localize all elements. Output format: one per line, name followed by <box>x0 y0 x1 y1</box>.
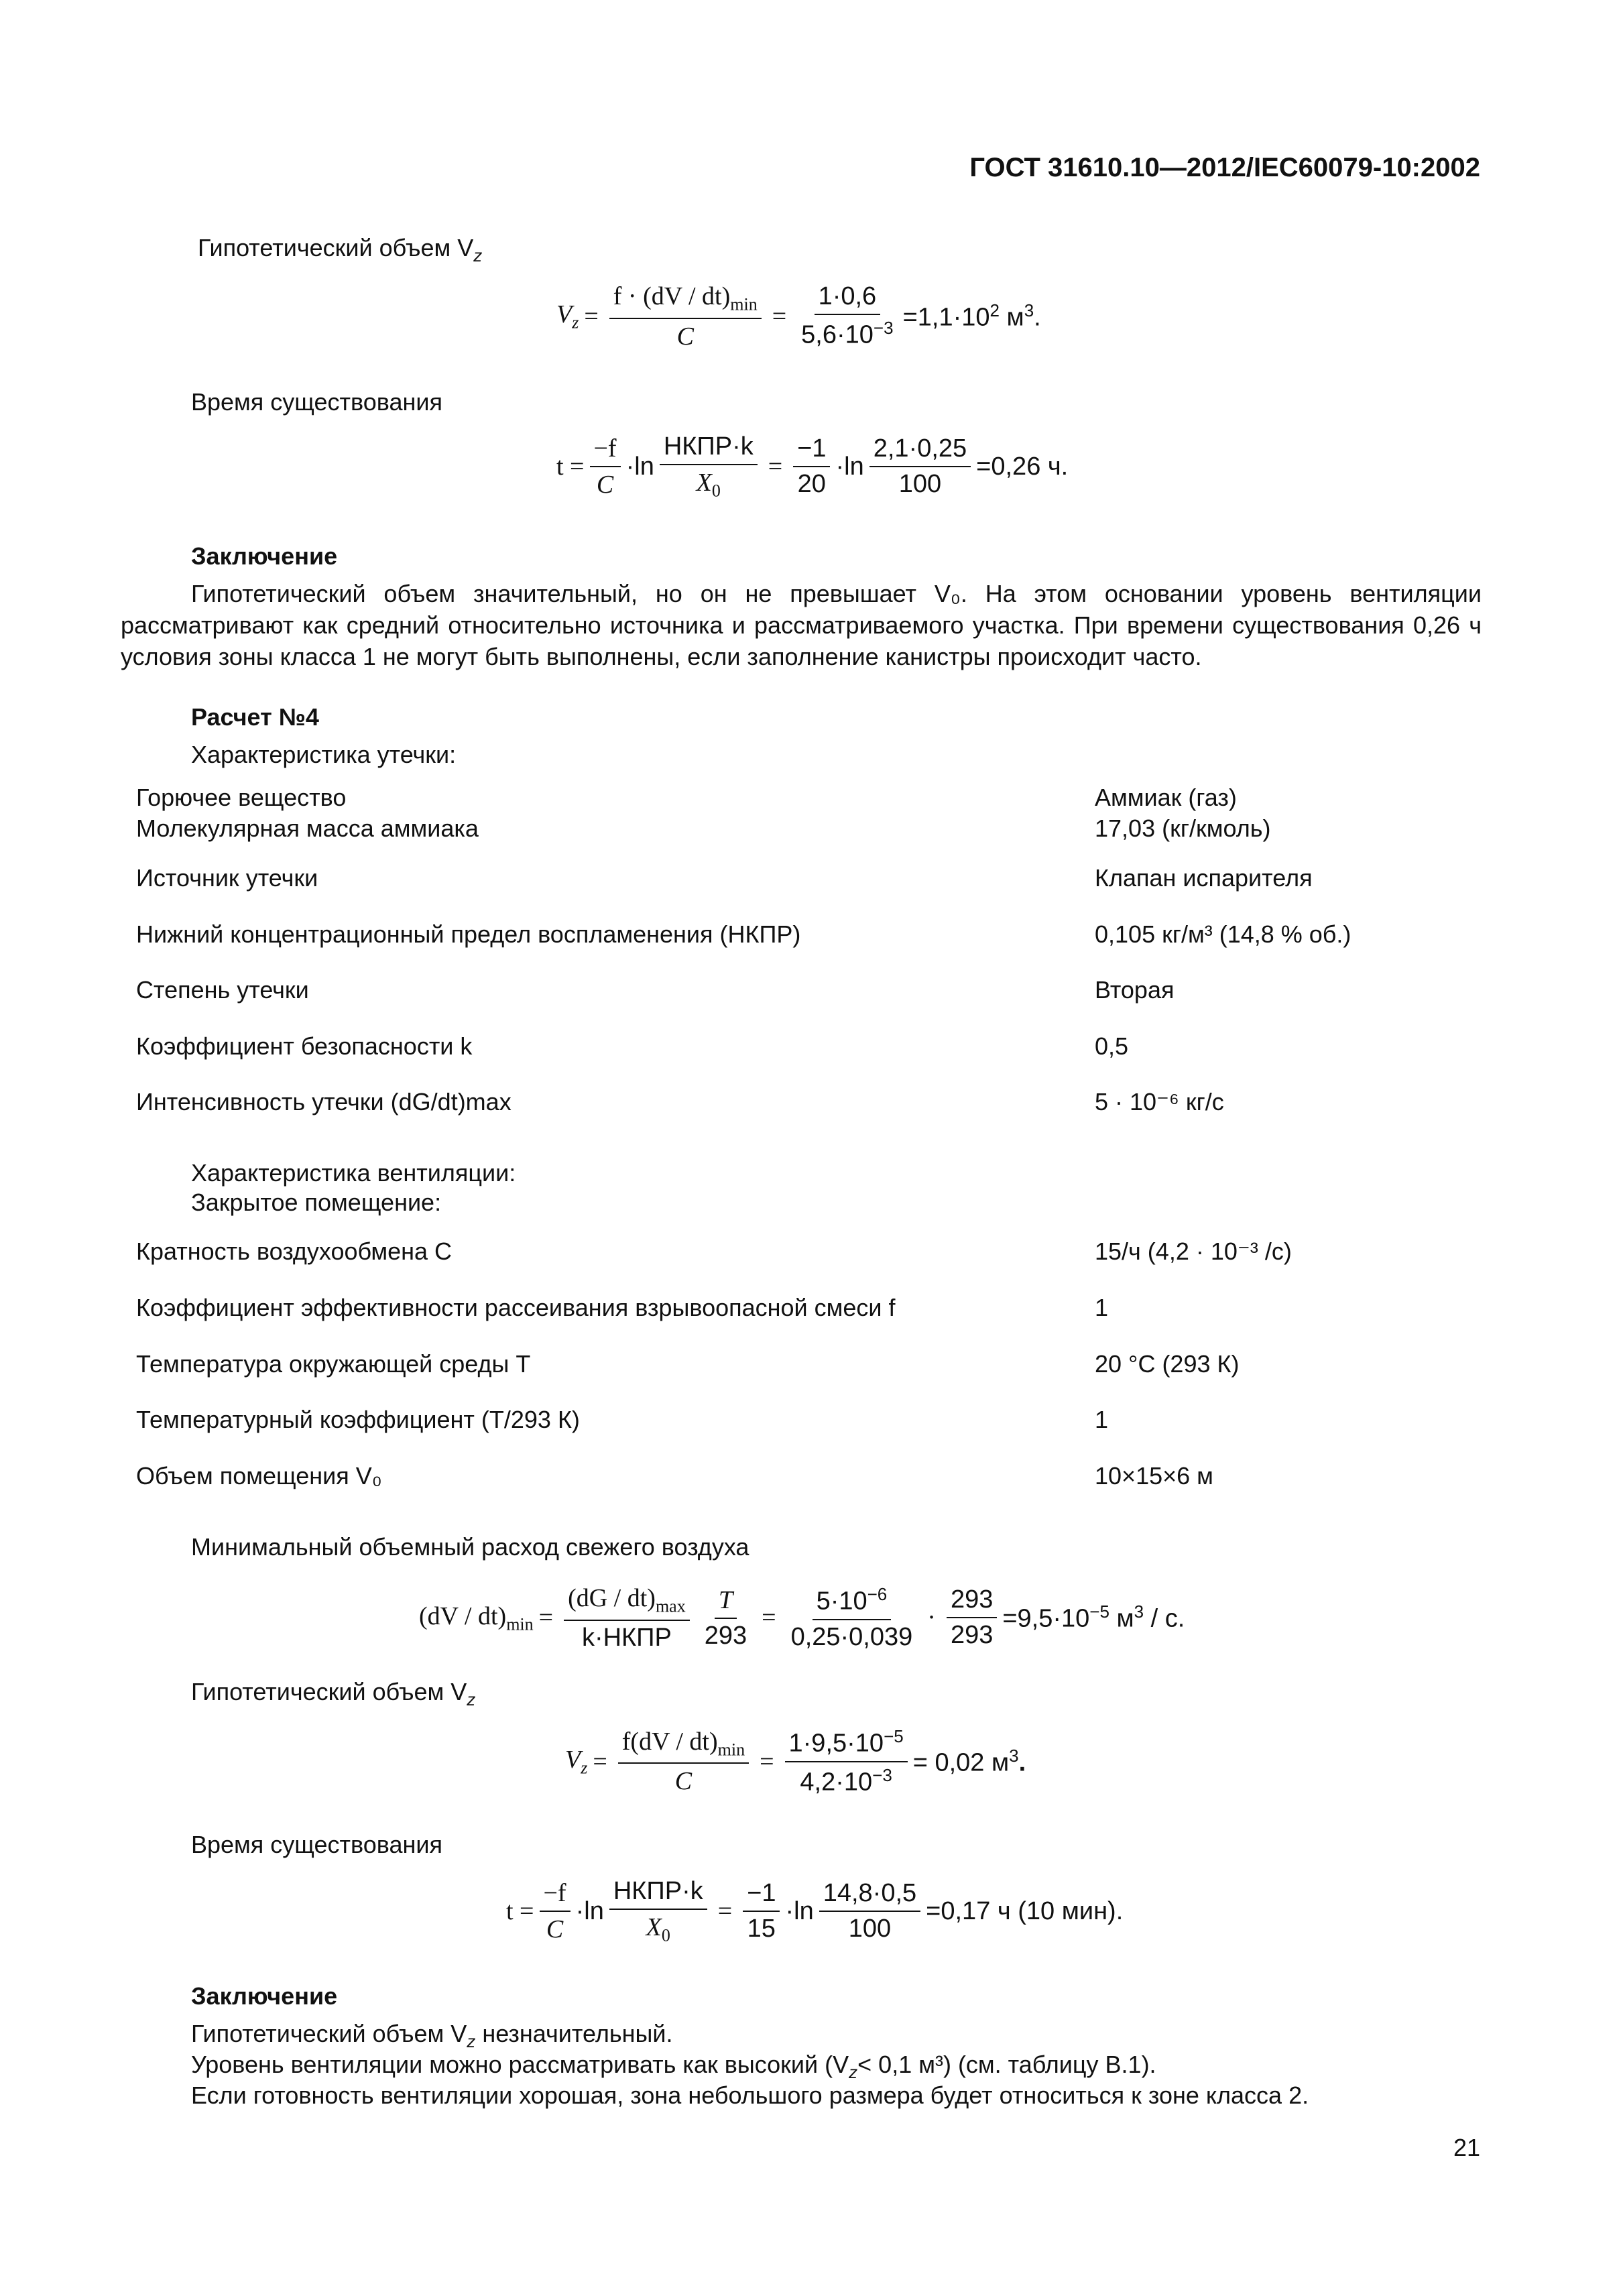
conclusion-line-3: Если готовность вентиляции хорошая, зона небольшого размера будет относиться к зоне класса 2. <box>191 2081 1309 2109</box>
vent-label-4: Объем помещения V₀ <box>136 1462 382 1490</box>
leak-characteristics-label: Характеристика утечки: <box>191 741 457 768</box>
row-label-5: Коэффициент безопасности k <box>136 1032 473 1060</box>
equation-t-2: t = $\frac{-f}{C}$ ·ln $\frac{\text{НКПР·k}}{X_0}$ = $\frac{-1}{15}$ ·ln $\frac{14,8\cdot 0,5}{100}$ =0,17 ч (10 мин). <box>506 1877 1124 1945</box>
page-header: ГОСТ 31610.10—2012/IEC60079-10:2002 <box>969 153 1480 182</box>
equation-flow: $(dV / dt)_{min}$ = $\frac{(dG / dt)_{max}}{\text{k·НКПР}}$ $\frac{T}{293}$ = $\frac{5\cdot 10^{-6}}{0,25\cdot 0,039}$ · $\frac{293}{293}$ $=9,5\cdot 10^{-5}$ $м^3$ / с. <box>419 1583 1185 1652</box>
row-label-3: Нижний концентрационный предел воспламенения (НКПР) <box>136 920 801 948</box>
hyp-volume-label: Гипотетический объем $V_z$ <box>198 234 483 266</box>
conclusion-line-2: Уровень вентиляции можно рассматривать как высокий ($V_z< 0,1$ м³) (см. таблицу В.1). <box>191 2051 1156 2083</box>
row-label-0: Горючее вещество <box>136 784 347 811</box>
equation-vz-1: $V_z$ = $\frac{f \cdot (dV / dt)_{min}}{C}$ = $\frac{1\cdot 0,6}{5,6\cdot 10^{-3}}$ $=1,1\cdot 10^2$ $м^3$. <box>556 282 1041 351</box>
row-label-4: Степень утечки <box>136 976 309 1004</box>
conclusion-line-1: Гипотетический объем $V_z$ незначительный. <box>191 2020 673 2052</box>
row-value-0: Аммиак (газ) <box>1095 784 1237 811</box>
calc4-title: Расчет №4 <box>191 703 319 731</box>
equation-vz-2: $V_z$ = $\frac{f(dV / dt)_{min}}{C}$ = $\frac{1\cdot 9,5\cdot 10^{-5}}{4,2\cdot 10^{-3}}$ = 0,02 $м^3$. <box>565 1726 1026 1797</box>
conclusion-title-1: Заключение <box>191 542 338 570</box>
vent-value-0: 15/ч (4,2 · 10⁻³ /с) <box>1095 1237 1292 1265</box>
conclusion-text-1: Гипотетический объем значительный, но он не превышает V₀. На этом основании уровень вентиляции рассматривают как средний относительно источника и рассматриваемого участка. При времени существования 0,26 ч условия зоны класса 1 не могут быть выполнены, если заполнение канистры происходит часто. <box>121 580 1482 670</box>
vent-value-4: 10×15×6 м <box>1095 1462 1213 1490</box>
row-value-3: 0,105 кг/м³ (14,8 % об.) <box>1095 920 1351 948</box>
conclusion-title-2: Заключение <box>191 1982 338 2010</box>
row-value-1: 17,03 (кг/кмоль) <box>1095 814 1271 842</box>
row-value-2: Клапан испарителя <box>1095 864 1313 892</box>
row-value-5: 0,5 <box>1095 1032 1129 1060</box>
min-flow-label: Минимальный объемный расход свежего воздуха <box>191 1533 749 1561</box>
existence-time-label: Время существования <box>191 388 442 416</box>
equation-t-1: t = $\frac{-f}{C}$ ·ln $\frac{\text{НКПР·k}}{X_0}$ = $\frac{-1}{20}$ ·ln $\frac{2,1\cdot 0,25}{100}$ =0,26 ч. <box>556 432 1069 501</box>
vent-label-3: Температурный коэффициент (T/293 К) <box>136 1406 580 1433</box>
row-value-4: Вторая <box>1095 976 1175 1004</box>
vent-value-3: 1 <box>1095 1406 1109 1433</box>
row-label-1: Молекулярная масса аммиака <box>136 814 479 842</box>
vent-characteristics-label: Характеристика вентиляции: <box>191 1159 516 1187</box>
hyp-volume-label-2: Гипотетический объем $V_z$ <box>191 1678 476 1710</box>
vent-value-1: 1 <box>1095 1294 1109 1321</box>
closed-room-label: Закрытое помещение: <box>191 1189 442 1216</box>
row-label-6: Интенсивность утечки (dG/dt)max <box>136 1088 512 1115</box>
row-label-2: Источник утечки <box>136 864 318 892</box>
vent-value-2: 20 °C (293 К) <box>1095 1350 1240 1378</box>
existence-time-label-2: Время существования <box>191 1831 442 1858</box>
vent-label-2: Температура окружающей среды T <box>136 1350 531 1378</box>
vent-label-0: Кратность воздухообмена C <box>136 1237 453 1265</box>
row-value-6: 5 · 10⁻⁶ кг/с <box>1095 1088 1224 1115</box>
page-number: 21 <box>1453 2134 1480 2161</box>
vent-label-1: Коэффициент эффективности рассеивания взрывоопасной смеси f <box>136 1294 896 1321</box>
